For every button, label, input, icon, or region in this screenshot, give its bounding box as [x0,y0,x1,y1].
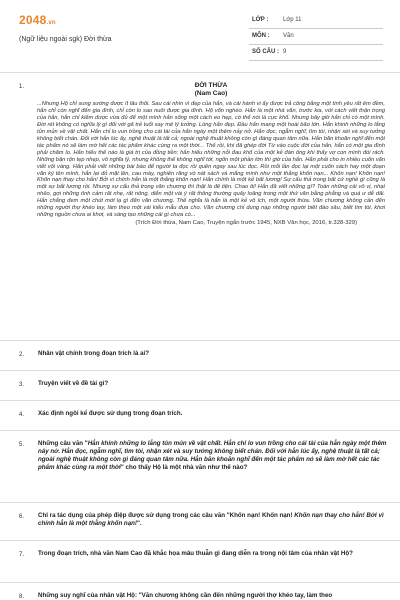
logo-suffix: .vn [46,20,56,26]
passage-title: ĐỜI THỪA [194,82,228,89]
question-text-prefix: Những câu văn " [38,440,88,447]
meta-row-count [249,45,383,61]
header [0,0,400,62]
question-7 [0,540,400,583]
reading-passage [37,82,385,227]
passage-author: (Nam Cao) [194,90,228,97]
question-text-suffix: " cho thấy Hộ là một nhà văn như thế nào? [120,464,248,471]
question-4 [0,400,400,431]
question-text: Truyện viết về đề tài gì? [38,380,109,387]
question-text [38,440,388,472]
site-logo[interactable] [19,13,56,27]
meta-key: SỐ CÂU : [252,49,279,55]
question-8 [0,582,400,600]
question-6 [0,502,400,541]
logo-main: 2048 [19,13,47,27]
meta-row-class [249,13,383,29]
question-text: Xác định ngôi kể được sử dụng trong đoạn trích. [38,410,183,417]
question-number: 8. [19,594,25,600]
question-number: 4. [19,412,25,418]
question-text [38,512,388,528]
meta-key: MÔN : [252,33,270,39]
question-number: 1. [19,84,25,90]
question-text-prefix: Chỉ ra tác dụng của phép điệp được sử dụng trong các câu văn "Khốn nạn! Khốn nạn! [38,512,295,519]
question-number: 6. [19,514,25,520]
meta-row-subject [249,29,383,45]
question-number: 3. [19,382,25,388]
question-text: Những suy nghĩ của nhân vật Hộ: "Văn chương không cần đến những người thợ khéo tay, làm theo [38,592,333,599]
question-5 [0,430,400,503]
page-title: (Ngữ liệu ngoài sgk) Đời thừa [19,36,112,43]
meta-table [249,13,383,61]
question-number: 5. [19,442,25,448]
passage-body: ...Nhưng Hộ chỉ sung sướng được ít lâu thôi. Sau cái nhìn vì đẹp của hắn, và cái hành vi ấy được trả công bằng một tình yêu rất êm đềm, hắn chỉ còn nghĩ đến gia đình, chỉ còn lo sao nuôi được gia đình. Hộ vốn nghèo. Hắn là một nhà văn, trước kia, với cách viết thận trọng của hắn, hắn chỉ kiếm được vừa đủ để một mình hắn sống một cách eo hẹp, có thể nói là cực khổ. Nhưng bây giờ hắn chỉ có một mình. Đời rét không có nghĩa lý gì đối với gã trẻ tuổi say mê lý tưởng. Lòng hắn đẹp. Đầu hắn mang một hoài bão lớn. Hắn khinh những lo lắng tủn mủn về vật chất. Hắn chỉ lo vun trồng cho cái tài của hắn ngày một thêm nảy nở. Hắn đọc, ngẫm nghĩ, tìm tòi, nhận xét và suy tưởng không biết chán. Đối với hắn lúc ấy, nghệ thuật là tất cả; ngoài nghệ thuật không còn gì đáng quan tâm nữa. Hắn băn khoăn nghĩ đến một tác phẩm nó sẽ làm mờ hết các tác phẩm khác cùng ra một thời... Thế rồi, khi đã ghép đời Từ vào cuộc đời của hắn, hắn có một gia đình phải chăm lo. Hắn hiểu thế nào là giá trị của đồng tiền; hắn hiểu những nỗi đau khổ của một kẻ đàn ông khi thấy vợ con mình đói rách. Những bận rộn tẹp nhẹp, vô nghĩa lý, nhưng không thể không nghĩ tới, ngốn một phần lớn thì giờ của hắn. Hắn phải cho in nhiều cuốn văn viết vội vàng. Hắn phải viết những bài báo để người ta đọc rồi quên ngay sau lúc đọc. Rồi mỗi lần đọc lại một cuốn sách hay một đoạn văn ký tên mình, hắn lại đỏ mặt lên, cau mày, nghiến răng vò nát sách và mắng mình như một thằng khốn nạn... Khốn nạn! Khốn nạn! Khốn nạn thay cho hắn! Bởi vì chính hắn là một thằng khốn nạn! Hắn chính là một kẻ bất lương! Sự cẩu thả trong bất cứ nghề gì cũng là một sự bất lương rồi. Nhưng sự cẩu thả trong văn chương thì thật là đê tiện. Chao ôi! Hắn đã viết những gì? Toàn những cái vô vị, nhạt nhẽo, gợi những tình cảm rất nhẹ, rất nông, diễn một vài ý rất thông thường quấy loãng trong một thứ văn bằng phẳng và quá ư dễ dãi. Hắn chẳng đem một chút mới lạ gì đến văn chương. Thế nghĩa là hắn là một kẻ vô ích, một người thừa. Văn chương không cần đến những người thợ khéo tay, làm theo một vài kiểu mẫu đưa cho. Văn chương chỉ dung nạp những người biết đào sâu, biết tìm tòi, khơi những nguồn chưa ai khơi, và sáng tạo những cái gì chưa có... [37,101,385,219]
question-2 [0,340,400,371]
meta-value: Lớp 11 [283,17,302,23]
question-quote: Khốn nạn thay cho hắn! Bởi vì chính hắn là một thằng khốn nạn! [38,512,384,527]
question-quote: Hắn khinh những lo lắng tủn mủn về vật chất. Hắn chỉ lo vun trồng cho cái tài của hắn ngày một thêm nảy nở. Hắn đọc, ngẫm nghĩ, tìm tòi, nhận xét và suy tưởng không biết chán. Đối với hắn lúc ấy, nghệ thuật là tất cả; ngoài nghệ thuật không còn gì đáng quan tâm nữa. Hắn băn khoăn nghĩ đến một tác phẩm nó sẽ làm mờ hết các tác phẩm khác cùng ra một thời [38,440,387,471]
question-text-suffix: ". [137,520,142,527]
meta-key: LỚP : [252,17,269,23]
question-number: 2. [19,352,25,358]
meta-value: Văn [283,33,294,39]
question-text: Trong đoạn trích, nhà văn Nam Cao đã khắc họa mâu thuẫn gì đang diễn ra trong nội tâm của nhân vật Hộ? [38,550,353,557]
question-3 [0,370,400,401]
meta-value: 9 [283,49,287,55]
question-number: 7. [19,552,25,558]
question-text: Nhân vật chính trong đoạn trích là ai? [38,350,150,357]
passage-source: (Trích Đời thừa, Nam Cao, Truyện ngắn trước 1945, NXB Văn học, 2016, tr.328-329) [135,220,357,227]
